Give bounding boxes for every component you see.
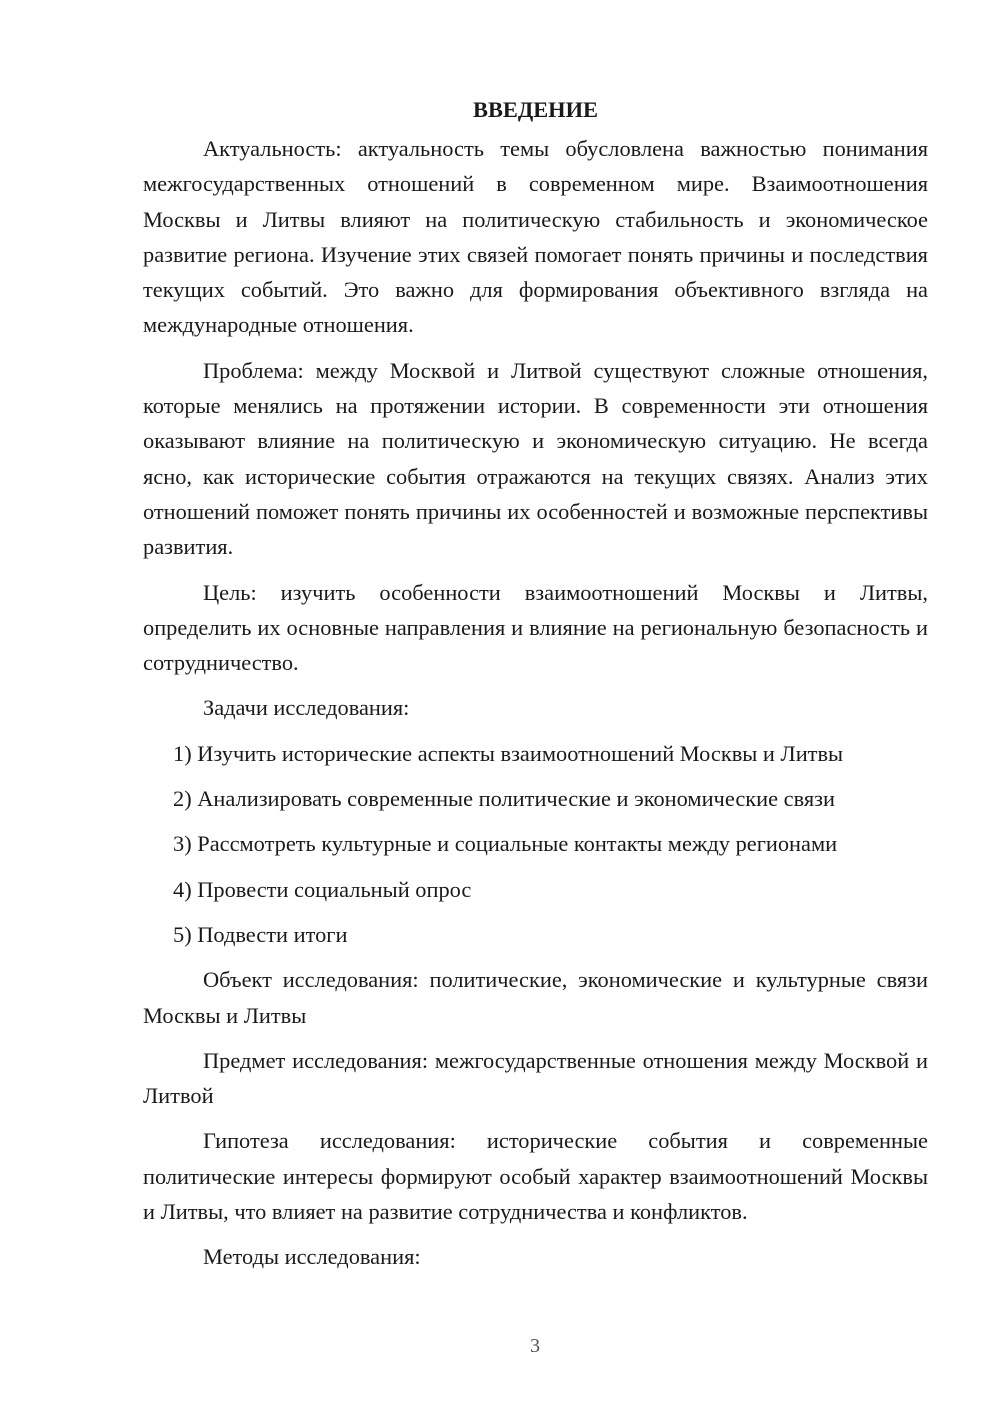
task-item-4: 4) Провести социальный опрос	[173, 876, 472, 902]
methods-heading: Методы исследования:	[203, 1244, 421, 1270]
problem-paragraph: Проблема: между Москвой и Литвой существуют сложные отношения, которые менялись на протяжении истории. В современности эти отношения оказывают влияние на политическую и экономическую ситуацию. Не всегда ясно, как исторические события отражаются на текущих связях. Анализ этих отношений поможет понять причины их особенностей и возможные перспективы развития.	[143, 357, 928, 560]
tasks-heading: Задачи исследования:	[203, 695, 410, 721]
document-page	[143, 92, 928, 1285]
task-item-3: 3) Рассмотреть культурные и социальные контакты между регионами	[173, 831, 838, 857]
subject-paragraph: Предмет исследования: межгосударственные отношения между Москвой и Литвой	[143, 1047, 928, 1109]
relevance-paragraph: Актуальность: актуальность темы обусловлена важностью понимания межгосударственных отношений в современном мире. Взаимоотношения Москвы и Литвы влияют на политическую стабильность и экономическое развитие региона. Изучение этих связей помогает понять причины и последствия текущих событий. Это важно для формирования объективного взгляда на международные отношения.	[143, 136, 928, 338]
section-title: ВВЕДЕНИЕ	[473, 97, 598, 122]
tasks-list	[143, 736, 928, 952]
task-item-5: 5) Подвести итоги	[173, 921, 348, 947]
hypothesis-paragraph: Гипотеза исследования: исторические события и современные политические интересы формируют особый характер взаимоотношений Москвы и Литвы, что влияет на развитие сотрудничества и конфликтов.	[143, 1128, 928, 1225]
page-number: 3	[530, 1335, 540, 1357]
task-item-1: 1) Изучить исторические аспекты взаимоотношений Москвы и Литвы	[173, 740, 844, 766]
goal-paragraph: Цель: изучить особенности взаимоотношений Москвы и Литвы, определить их основные направления и влияние на региональную безопасность и сотрудничество.	[143, 579, 928, 676]
object-paragraph: Объект исследования: политические, экономические и культурные связи Москвы и Литвы	[143, 967, 928, 1028]
task-item-2: 2) Анализировать современные политические и экономические связи	[173, 786, 835, 812]
